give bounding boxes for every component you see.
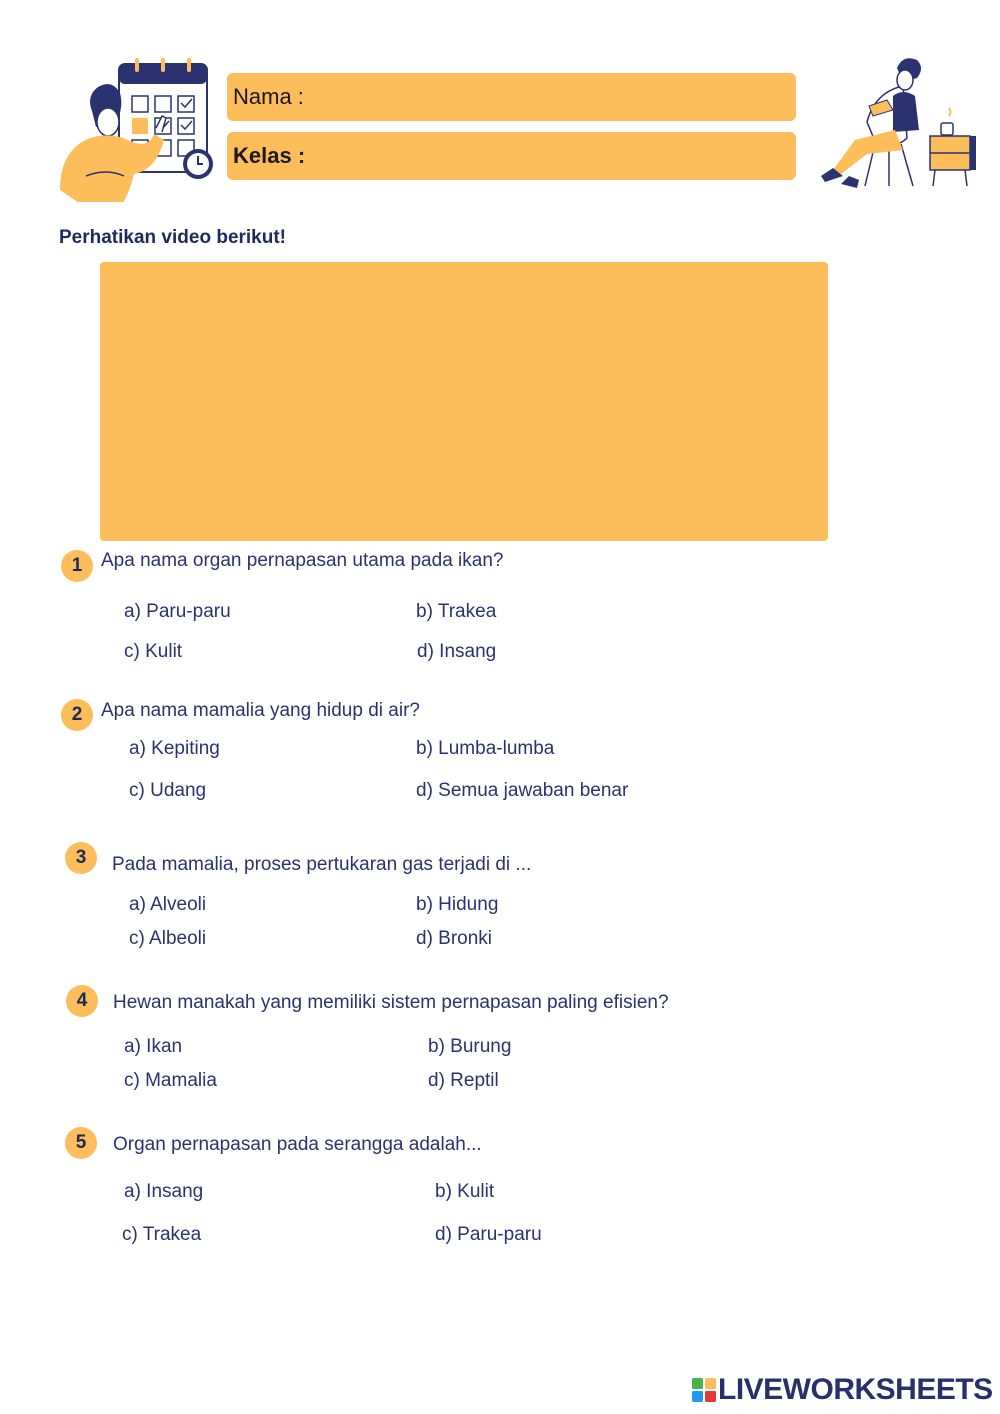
- answer-option[interactable]: c) Trakea: [122, 1224, 202, 1245]
- answer-option[interactable]: c) Albeoli: [129, 928, 207, 949]
- live-blocks-icon: [692, 1378, 716, 1402]
- answer-option[interactable]: c) Kulit: [124, 641, 183, 662]
- answer-option[interactable]: a) Alveoli: [129, 894, 207, 915]
- answer-option[interactable]: a) Kepiting: [129, 738, 220, 759]
- answer-option[interactable]: b) Burung: [428, 1036, 512, 1057]
- man-reading-illustration: [805, 56, 980, 192]
- question-number-badge: 5: [65, 1127, 97, 1159]
- question-text: Pada mamalia, proses pertukaran gas terjadi di ...: [112, 854, 532, 875]
- class-label: Kelas :: [233, 143, 306, 168]
- question-number-badge: 3: [65, 842, 97, 874]
- answer-option[interactable]: d) Semua jawaban benar: [416, 780, 629, 801]
- class-field[interactable]: [227, 132, 796, 180]
- question-text: Hewan manakah yang memiliki sistem pernapasan paling efisien?: [113, 992, 669, 1013]
- answer-option[interactable]: a) Insang: [124, 1181, 204, 1202]
- woman-calendar-illustration: [52, 56, 222, 202]
- question-number-badge: 4: [66, 985, 98, 1017]
- liveworksheets-logo: [692, 1372, 993, 1408]
- answer-option[interactable]: d) Paru-paru: [435, 1224, 542, 1245]
- answer-option[interactable]: a) Ikan: [124, 1036, 183, 1057]
- video-instruction: Perhatikan video berikut!: [59, 227, 287, 248]
- answer-option[interactable]: c) Mamalia: [124, 1070, 217, 1091]
- video-placeholder[interactable]: [100, 262, 828, 541]
- class-input[interactable]: [313, 131, 796, 181]
- name-input[interactable]: [312, 72, 796, 122]
- answer-option[interactable]: c) Udang: [129, 780, 207, 801]
- answer-option[interactable]: a) Paru-paru: [124, 601, 231, 622]
- question-text: Organ pernapasan pada serangga adalah...: [113, 1134, 482, 1155]
- logo-text: LIVEWORKSHEETS: [718, 1373, 993, 1406]
- answer-option[interactable]: d) Insang: [417, 641, 497, 662]
- answer-option[interactable]: b) Hidung: [416, 894, 499, 915]
- answer-option[interactable]: b) Trakea: [416, 601, 497, 622]
- answer-option[interactable]: d) Reptil: [428, 1070, 499, 1091]
- answer-option[interactable]: b) Lumba-lumba: [416, 738, 555, 759]
- answer-option[interactable]: d) Bronki: [416, 928, 493, 949]
- question-text: Apa nama mamalia yang hidup di air?: [101, 700, 420, 721]
- answer-option[interactable]: b) Kulit: [435, 1181, 495, 1202]
- question-number-badge: 1: [61, 550, 93, 582]
- question-number-badge: 2: [61, 699, 93, 731]
- name-field[interactable]: [227, 73, 796, 121]
- question-text: Apa nama organ pernapasan utama pada ikan?: [101, 550, 504, 571]
- name-label: Nama :: [233, 84, 304, 109]
